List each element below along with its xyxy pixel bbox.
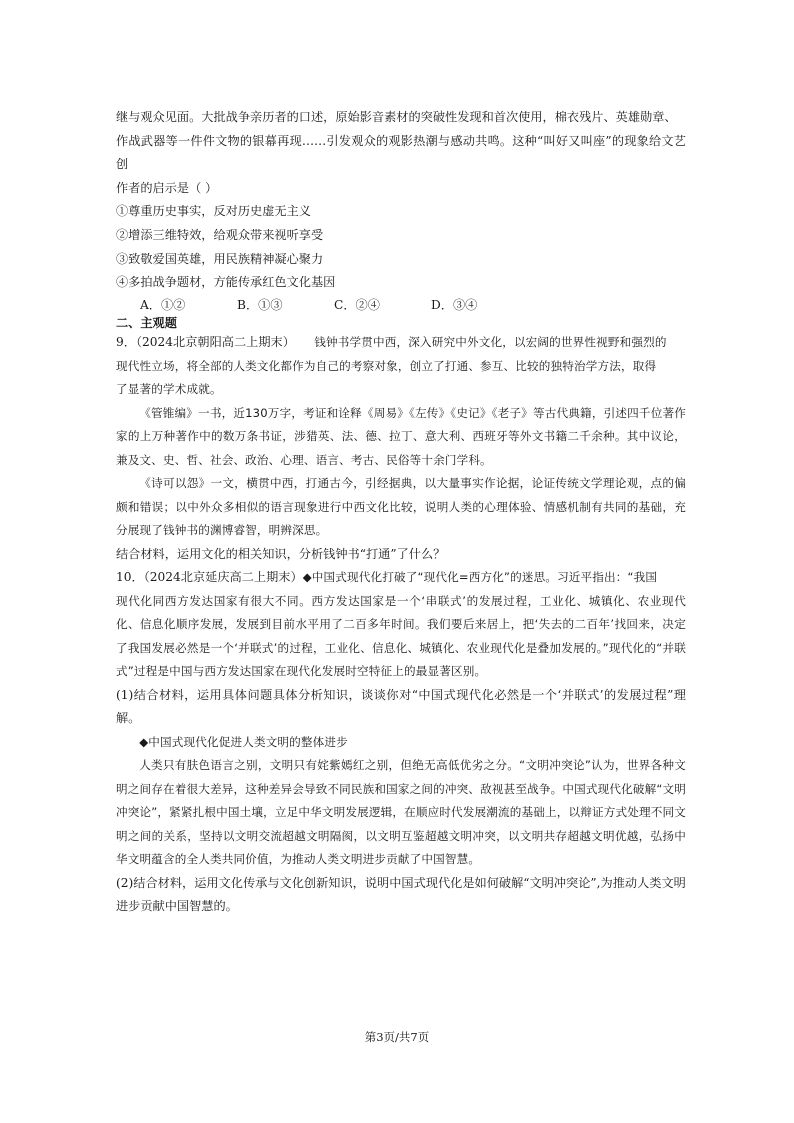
q8-line-2: 作战武器等一件件文物的银幕再现……引发观众的观影热潮与感动共鸣。这种“叫好又叫座”的现象给文艺创 <box>116 133 686 171</box>
q10-intro <box>116 566 686 590</box>
q8-choices <box>140 295 686 315</box>
page-content <box>116 106 686 919</box>
q9-p1-rest: 钱钟书学贯中西，深入研究中外文化，以宏阔的世界性视野和强烈的 <box>314 335 667 350</box>
q8-line-1: 继与观众见面。大批战争亲历者的口述，原始影音素材的突破性发现和首次使用，棉衣残片、英雄勋章、 <box>116 110 677 124</box>
page-number: 第3页/共7页 <box>364 1030 430 1044</box>
q10-subquestion-2-line1: (2)结合材料，运用文化传承与文化创新知识，说明中国式现代化是如何破解“文明冲突论”,为推动人类文明 <box>116 875 686 890</box>
q10-heading-2: ◆中国式现代化促进人类文明的整体进步 <box>139 734 348 749</box>
choice-b: B．①③ <box>237 298 283 313</box>
q9-source: 9．（2024北京朝阳高二上期末） <box>116 335 295 350</box>
q10-p1-first: ◆中国式现代化打破了“现代化=西方化”的迷思。习近平指出：“我国 <box>302 570 658 585</box>
q9-intro <box>116 331 686 355</box>
q9-paragraph-3: 《诗可以怨》一文，横贯中西，打通古今，引经据典，以大量事实作论据，论证传统文学理论观，点的偏颇和错误；以中外众多相似的语言现象进行中西文化比较，说明人类的心理体验、情感机制有共同的基础，充分展现了钱钟书的渊博睿智，明辨深思。 <box>116 476 686 538</box>
q9-p1-line2: 现代性立场，将全部的人类文化都作为自己的考察对象，创立了打通、参互、比较的独特治学方法，取得 <box>116 358 657 373</box>
section-title: 二、主观题 <box>116 316 177 331</box>
q10-paragraph-1: 现代化同西方发达国家有很大不同。西方发达国家是一个‘串联式’的发展过程，工业化、城镇化、农业现代化、信息化顺序发展，发展到目前水平用了二百多年时间。我们要后来居上，把‘失去的二百年’找回来，决定了我国发展必然是一个‘并联式’的过程，工业化、信息化、城镇化、农业现代化是叠加发展的。”现代化的“并联式”过程是中国与西方发达国家在现代化发展时空特征上的最显著区别。 <box>116 593 686 679</box>
q10-subquestion-2-line2: 进步贡献中国智慧的。 <box>116 899 238 914</box>
q8-option-2: ②增添三维特效，给观众带来视听享受 <box>116 227 324 242</box>
choice-a: A．①② <box>140 298 186 313</box>
q10-source: 10．（2024北京延庆高二上期末） <box>116 570 303 585</box>
q8-option-4: ④多拍战争题材，方能传承红色文化基因 <box>116 275 336 290</box>
q8-line-3: 作者的启示是（ ） <box>116 180 218 195</box>
q9-p1-line3: 了显著的学术成就。 <box>116 382 222 397</box>
q10-subquestion-1: (1)结合材料，运用具体问题具体分析知识，谈谈你对“中国式现代化必然是一个‘并联式’的发展过程”理解。 <box>116 687 686 726</box>
q9-paragraph-2: 《管锥编》一书，近130万字，考证和诠释《周易》《左传》《史记》《老子》等古代典籍，引述四千位著作家的上万种著作中的数万条书证，涉猎英、法、德、拉丁、意大利、西班牙等外文书籍二千余种。其中议论，兼及文、史、哲、社会、政治、心理、语言、考古、民俗等十余门学科。 <box>116 405 686 467</box>
q8-option-1: ①尊重历史事实，反对历史虚无主义 <box>116 204 311 218</box>
q9-question: 结合材料，运用文化的相关知识，分析钱钟书“打通”了什么？ <box>116 546 446 561</box>
choice-d: D．③④ <box>431 298 478 313</box>
q10-paragraph-2: 人类只有肤色语言之别，文明只有姹紫嫣红之别，但绝无高低优劣之分。“文明冲突论”认为，世界各种文明之间存在着很大差异，这种差异会导致不同民族和国家之间的冲突、敌视甚至战争。中国式现代化破解“文明冲突论”，紧紧扎根中国土壤，立足中华文明发展逻辑，在顺应时代发展潮流的基础上，以辩证方式处理不同文明之间的关系，坚持以文明交流超越文明隔阂，以文明互鉴超越文明冲突，以文明共存超越文明优越，弘扬中华文明蕴含的全人类共同价值，为推动人类文明进步贡献了中国智慧。 <box>116 758 686 867</box>
q8-option-3: ③致敬爱国英雄，用民族精神凝心聚力 <box>116 251 324 266</box>
choice-c: C．②④ <box>334 298 380 313</box>
